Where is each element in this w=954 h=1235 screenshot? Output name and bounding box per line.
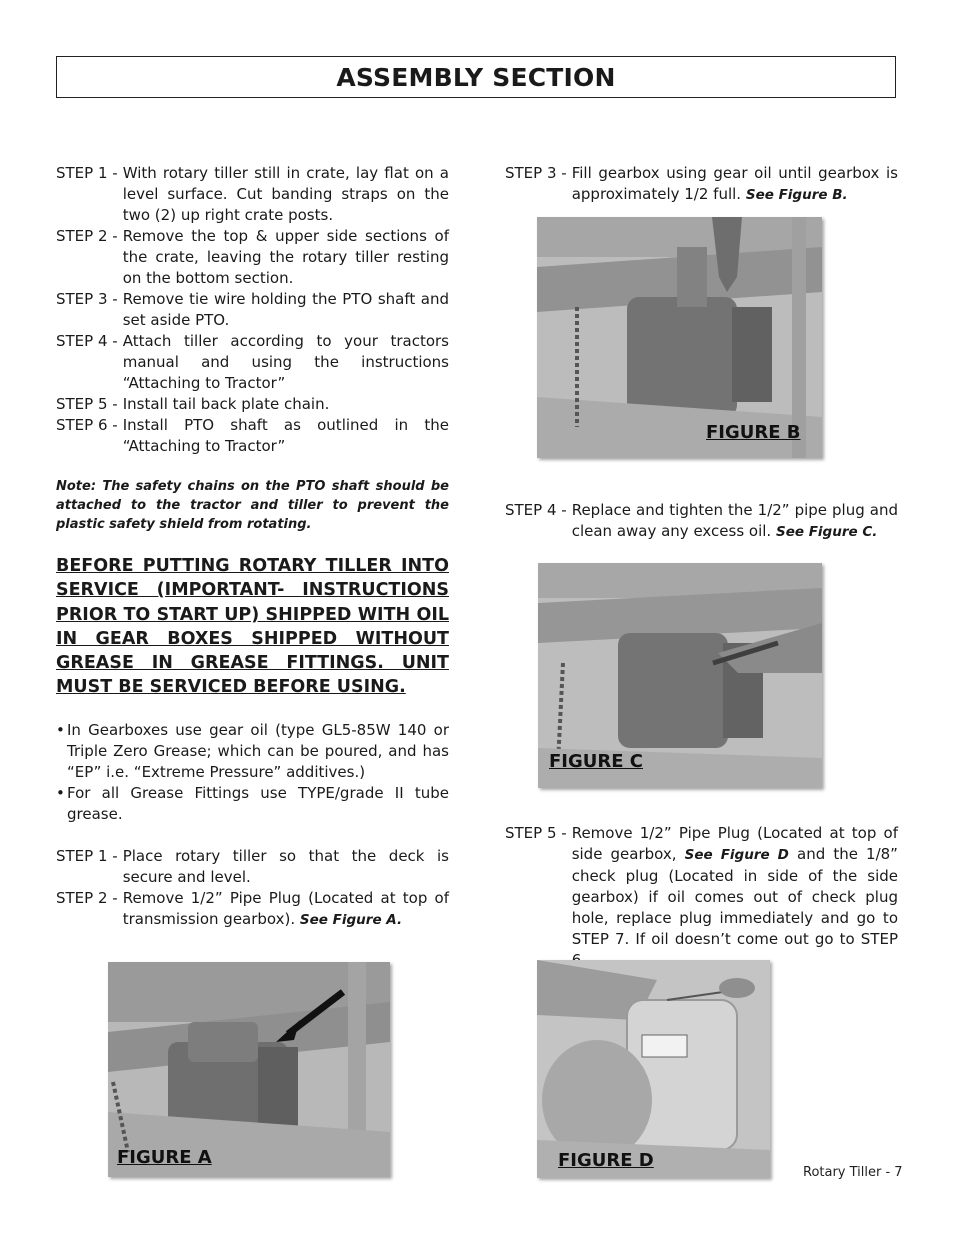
step-label: STEP 3 -	[56, 290, 118, 308]
step-text: Place rotary tiller so that the deck is secure and level.	[122, 846, 449, 886]
safety-note: Note: The safety chains on the PTO shaft should be attached to the tractor and tiller to prevent the plastic safety shield from rotating.	[56, 479, 449, 532]
figure-a-label: FIGURE A	[117, 1147, 212, 1168]
step-item	[56, 226, 449, 289]
step-text: Fill gearbox using gear oil until gearbox is approximately 1/2 full.	[571, 164, 898, 203]
figure-reference: See Figure A.	[299, 911, 403, 928]
list-item-text: In Gearboxes use gear oil (type GL5-85W 140 or Triple Zero Grease; which can be poured, and has “EP” i.e. “Extreme Pressure” additives.)	[67, 720, 449, 781]
step-text: Remove tie wire holding the PTO shaft and set aside PTO.	[122, 290, 449, 329]
step-text: With rotary tiller still in crate, lay flat on a level surface. Cut banding straps on the two (2) up right crate posts.	[122, 164, 449, 224]
right-column-step4	[505, 500, 898, 543]
step-item	[56, 888, 449, 931]
figure-d-label: FIGURE D	[558, 1150, 654, 1171]
step-item	[505, 163, 898, 206]
right-column-step3	[505, 163, 898, 206]
step-label: STEP 2 -	[56, 227, 118, 245]
service-warning: BEFORE PUTTING ROTARY TILLER INTO SERVICE (IMPORTANT- INSTRUCTIONS PRIOR TO START UP) SHIPPED WITH OIL IN GEAR BOXES SHIPPED WITHOUT GREASE IN GREASE FITTINGS. UNIT MUST BE SERVICED BEFORE USING.	[56, 556, 449, 698]
list-item-text: For all Grease Fittings use TYPE/grade II tube grease.	[67, 783, 449, 823]
step-label: STEP 5 -	[56, 395, 118, 413]
step-item	[56, 331, 449, 394]
step-label: STEP 1 -	[56, 846, 118, 865]
step-item	[56, 289, 449, 331]
figure-c-label: FIGURE C	[549, 751, 644, 772]
step-text: Install tail back plate chain.	[122, 395, 330, 413]
section-title-box	[56, 56, 896, 98]
step-label: STEP 3 -	[505, 164, 567, 182]
figure-b-photo	[537, 217, 822, 458]
page-footer: Rotary Tiller - 7	[803, 1165, 903, 1180]
lubrication-list	[56, 720, 449, 825]
step-item	[56, 846, 449, 888]
figure-a-photo	[108, 962, 390, 1177]
step-item	[56, 394, 449, 415]
step-text: Remove 1/2” Pipe Plug (Located at top of side gearbox,	[571, 824, 898, 863]
list-item: • For all Grease Fittings use TYPE/grade II tube grease.	[56, 783, 449, 823]
gearbox-photo-illustration	[108, 962, 390, 1177]
step-text: Remove the top & upper side sections of the crate, leaving the rotary tiller resting on the bottom section.	[122, 227, 449, 287]
step-text: Install PTO shaft as outlined in the “Attaching to Tractor”	[122, 416, 449, 455]
page-title: ASSEMBLY SECTION	[336, 62, 616, 92]
step-label: STEP 4 -	[505, 501, 567, 519]
step-text: Remove 1/2” Pipe Plug (Located at top of transmission gearbox).	[122, 888, 449, 928]
step-label: STEP 2 -	[56, 888, 118, 907]
step-label: STEP 6 -	[56, 416, 118, 434]
step-item	[505, 500, 898, 543]
figure-b-label: FIGURE B	[706, 422, 801, 443]
step-label: STEP 5 -	[505, 824, 567, 842]
figure-reference: See Figure B.	[745, 187, 848, 203]
list-item: • In Gearboxes use gear oil (type GL5-85W 140 or Triple Zero Grease; which can be poured, and has “EP” i.e. “Extreme Pressure” additives.)	[56, 720, 449, 781]
figure-reference: See Figure D	[684, 847, 789, 863]
step-text: Attach tiller according to your tractors manual and using the instructions “Attaching to Tractor”	[122, 332, 449, 392]
step-text: Replace and tighten the 1/2” pipe plug and clean away any excess oil.	[571, 501, 898, 540]
step-label: STEP 4 -	[56, 332, 118, 350]
left-column	[56, 163, 449, 931]
step-label: STEP 1 -	[56, 164, 118, 182]
step-text: and the 1/8” check plug (Located in side of the side gearbox) if oil comes out of check plug hole, replace plug immediately and go to STEP 7. If oil doesn’t come out go to STEP	[571, 845, 898, 948]
figure-c-photo	[538, 563, 822, 788]
side-gearbox-illustration	[537, 960, 770, 1178]
step-item	[56, 163, 449, 226]
figure-d-photo	[537, 960, 770, 1178]
step-item	[505, 823, 898, 971]
step-item	[56, 415, 449, 457]
figure-reference: See Figure C.	[775, 524, 878, 540]
right-column-step5	[505, 823, 898, 971]
